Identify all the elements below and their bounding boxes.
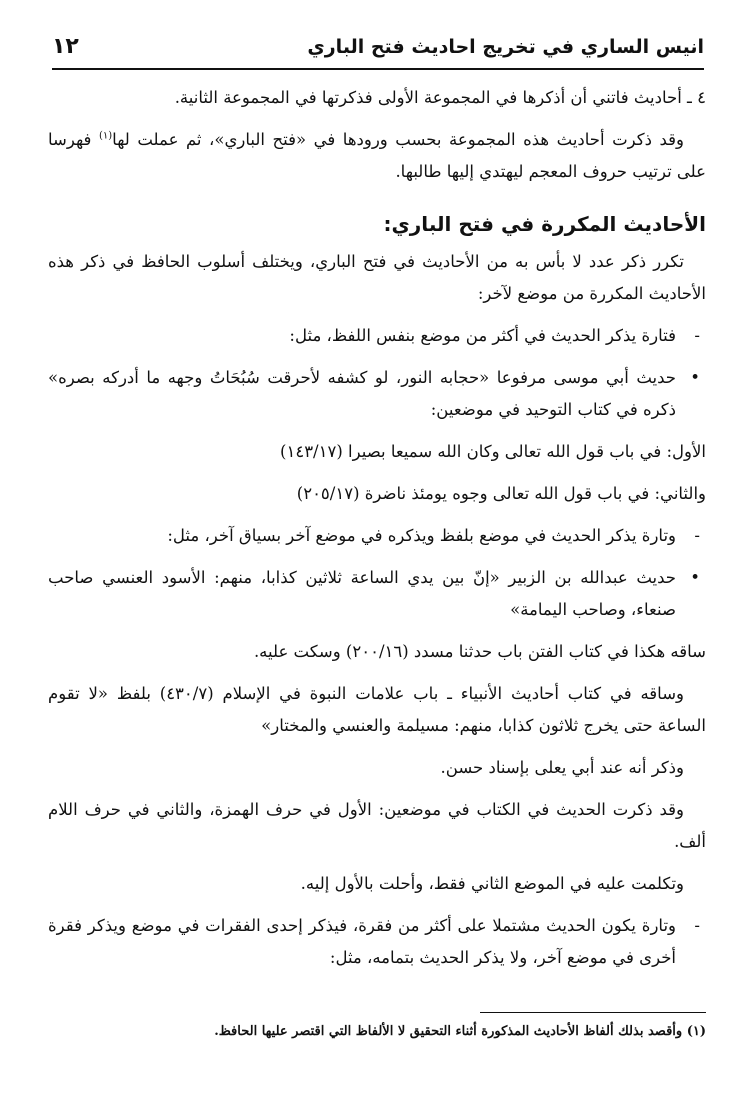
- bullet-item: • حديث عبدالله بن الزبير «إنّ بين يدي الساعة ثلاثين كذابا، منهم: الأسود العنسي صاحب صنعاء، وصاحب اليمامة»: [48, 562, 706, 626]
- paragraph-intro: تكرر ذكر عدد لا بأس به من الأحاديث في فتح الباري، ويختلف أسلوب الحافظ في ذكر هذه الأحاديث المكررة من موضع لآخر:: [48, 252, 706, 303]
- paragraph: وقد ذكرت الحديث في الكتاب في موضعين: الأول في حرف الهمزة، والثاني في حرف اللام ألف.: [48, 800, 706, 851]
- paragraph-text: فهرسا على ترتيب حروف المعجم ليهتدي إليها طالبها.: [48, 130, 706, 181]
- dash-item: - وتارة يذكر الحديث في موضع بلفظ ويذكره في موضع آخر بسياق آخر، مثل:: [48, 520, 706, 552]
- paragraph-first-location: الأول: في باب قول الله تعالى وكان الله سميعا بصيرا (١٤٣/١٧): [280, 442, 706, 461]
- dash-item: - فتارة يذكر الحديث في أكثر من موضع بنفس اللفظ، مثل:: [48, 320, 706, 352]
- paragraph: وتكلمت عليه في الموضع الثاني فقط، وأحلت بالأول إليه.: [300, 874, 684, 893]
- footnote: (١) وأقصد بذلك ألفاظ الأحاديث المذكورة أثناء التحقيق لا الألفاظ التي اقتصر عليها الحافظ.: [214, 1024, 706, 1039]
- paragraph-text: وقد ذكرت أحاديث هذه المجموعة بحسب ورودها في «فتح الباري»، ثم عملت لها: [112, 130, 684, 149]
- dash-item: - وتارة يكون الحديث مشتملا على أكثر من فقرة، فيذكر إحدى الفقرات في موضع ويذكر فقرة أخرى في موضع آخر، ولا يذكر الحديث بتمامه، مثل:: [48, 910, 706, 974]
- page-header: [52, 34, 704, 70]
- paragraph-index-note: [48, 124, 706, 188]
- page-body: [48, 82, 706, 984]
- paragraph: وذكر أنه عند أبي يعلى بإسناد حسن.: [440, 758, 684, 777]
- list-item-4: ٤ ـ أحاديث فاتني أن أذكرها في المجموعة الأولى فذكرتها في المجموعة الثانية.: [174, 88, 706, 107]
- paragraph-second-location: والثاني: في باب قول الله تعالى وجوه يومئذ ناضرة (٢٠٥/١٧): [296, 484, 706, 503]
- running-title: انيس الساري في تخريج احاديث فتح الباري: [307, 36, 704, 58]
- section-heading: الأحاديث المكررة في فتح الباري:: [383, 212, 706, 236]
- page-number: ١٢: [52, 34, 79, 59]
- bullet-item: • حديث أبي موسى مرفوعا «حجابه النور، لو كشفه لأحرقت سُبُحَاتُ وجهه ما أدركه بصره» ذكره في كتاب التوحيد في موضعين:: [48, 362, 706, 426]
- paragraph: وساقه في كتاب أحاديث الأنبياء ـ باب علامات النبوة في الإسلام (٤٣٠/٧) بلفظ «لا تقوم الساعة حتى يخرج ثلاثون كذابا، منهم: مسيلمة والعنسي والمختار»: [48, 684, 706, 735]
- footnote-marker: (١): [98, 130, 113, 142]
- paragraph: ساقه هكذا في كتاب الفتن باب حدثنا مسدد (٢٠٠/١٦) وسكت عليه.: [253, 642, 706, 661]
- footnote-divider: [480, 1012, 706, 1013]
